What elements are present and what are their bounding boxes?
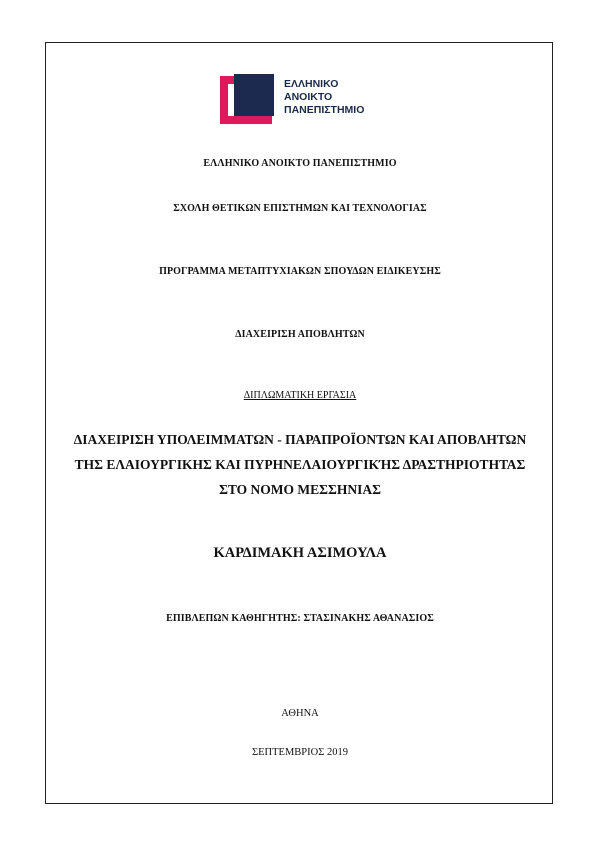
course-name: ΔΙΑΧΕΙΡΙΣΗ ΑΠΟΒΛΗΤΩΝ — [235, 329, 365, 340]
university-name: ΕΛΛΗΝΙΚΟ ΑΝΟΙΚΤΟ ΠΑΝΕΠΙΣΤΗΜΙΟ — [203, 158, 397, 169]
city: ΑΘΗΝΑ — [281, 708, 319, 719]
logo-line-1: ΕΛΛΗΝΙΚΟ — [284, 78, 339, 90]
date: ΣΕΠΤΕΜΒΡΙΟΣ 2019 — [252, 747, 348, 758]
thesis-title-line-3: ΣΤΟ ΝΟΜΟ ΜΕΣΣΗΝΙΑΣ — [219, 482, 381, 497]
thesis-title-line-1: ΔΙΑΧΕΙΡΙΣΗ ΥΠΟΛΕΙΜΜΑΤΩΝ - ΠΑΡΑΠΡΟΪΟΝΤΩΝ ΚΑΙ ΑΠΟΒΛΗΤΩΝ — [73, 432, 527, 447]
thesis-type: ΔΙΠΛΩΜΑΤΙΚΗ ΕΡΓΑΣΙΑ — [243, 390, 357, 401]
author-name: ΚΑΡΔΙΜΑΚΗ ΑΣΙΜΟΥΛΑ — [213, 545, 387, 561]
page-border — [45, 42, 553, 804]
logo-line-2: ΑΝΟΙΚΤΟ — [284, 91, 333, 103]
logo-mark-icon — [220, 74, 280, 126]
program-name: ΠΡΟΓΡΑΜΜΑ ΜΕΤΑΠΤΥΧΙΑΚΩΝ ΣΠΟΥΔΩΝ ΕΙΔΙΚΕΥΣΗΣ — [159, 266, 441, 277]
logo-wordmark — [284, 78, 364, 117]
supervisor: ΕΠΙΒΛΕΠΩΝ ΚΑΘΗΓΗΤΗΣ: ΣΤΑΣΙΝΑΚΗΣ ΑΘΑΝΑΣΙΟΣ — [166, 613, 434, 624]
school-name: ΣΧΟΛΗ ΘΕΤΙΚΩΝ ΕΠΙΣΤΗΜΩΝ ΚΑΙ ΤΕΧΝΟΛΟΓΙΑΣ — [173, 203, 427, 214]
university-logo — [220, 74, 390, 126]
logo-line-3: ΠΑΝΕΠΙΣΤΗΜΙΟ — [284, 104, 365, 116]
thesis-title-line-2: ΤΗΣ ΕΛΑΙΟΥΡΓΙΚΗΣ ΚΑΙ ΠΥΡΗΝΕΛΑΙΟΥΡΓΙΚΉΣ ΔΡΑΣΤΗΡΙΟΤΗΤΑΣ — [74, 457, 526, 472]
